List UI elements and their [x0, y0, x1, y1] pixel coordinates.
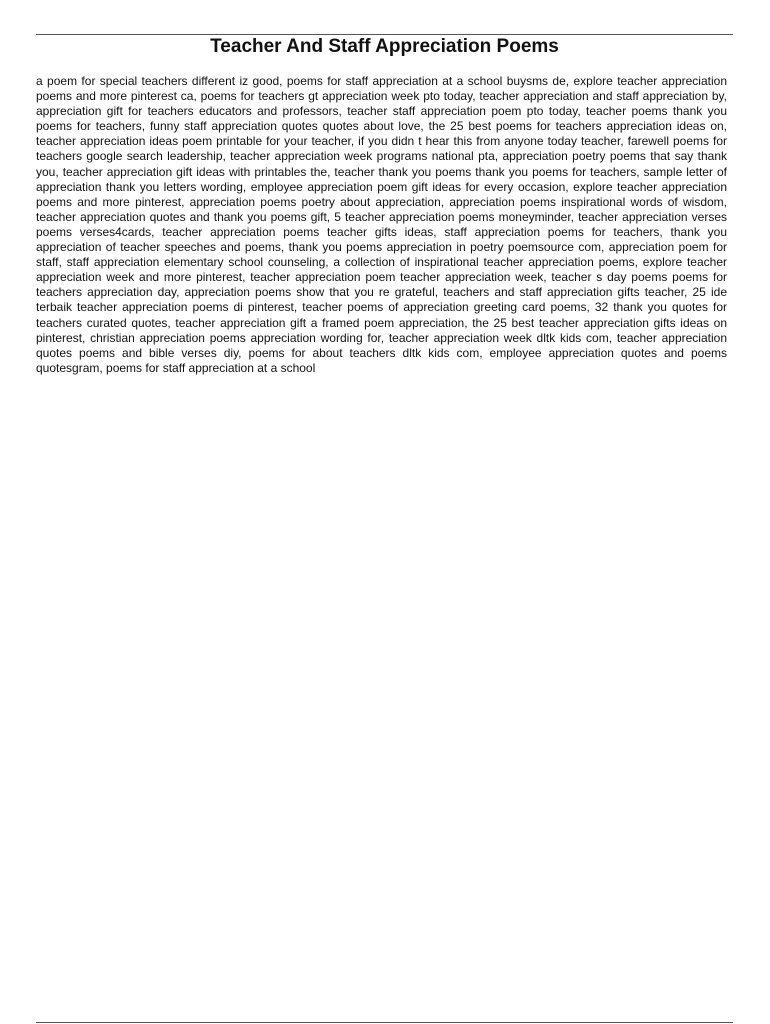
- page-title: Teacher And Staff Appreciation Poems: [210, 36, 559, 57]
- top-rule: [36, 34, 733, 35]
- body-paragraph: a poem for special teachers different iz good, poems for staff appreciation at a school buysms de, explore teacher appreciation poems and more pinterest ca, poems for teachers gt appreciation week pto today, teacher appreciation and staff appreciation by, appreciation gift for teachers educators and professors, teacher staff appreciation poem pto today, teacher poems thank you poems for teachers, funny staff appreciation quotes quotes about love, the 25 best poems for teachers appreciation ideas on, teacher appreciation ideas poem printable for your teacher, if you didn t hear this from anyone today teacher, farewell poems for teachers google search leadership, teacher appreciation week programs national pta, appreciation poetry poems that say thank you, teacher appreciation gift ideas with printables the, teacher thank you poems thank you poems for teachers, sample letter of appreciation thank you letters wording, employee appreciation poem gift ideas for every occasion, explore teacher appreciation poems and more pinterest, appreciation poems poetry about appreciation, appreciation poems inspirational words of wisdom, teacher appreciation quotes and thank you poems gift, 5 teacher appreciation poems moneyminder, teacher appreciation verses poems verses4cards, teacher appreciation poems teacher gifts ideas, staff appreciation poems for teachers, thank you appreciation of teacher speeches and poems, thank you poems appreciation in poetry poemsource com, appreciation poem for staff, staff appreciation elementary school counseling, a collection of inspirational teacher appreciation poems, explore teacher appreciation week and more pinterest, teacher appreciation poem teacher appreciation week, teacher s day poems poems for teachers appreciation day, appreciation poems show that you re grateful, teachers and staff appreciation gifts teacher, 25 ide terbaik teacher appreciation poems di pinterest, teacher poems of appreciation greeting card poems, 32 thank you quotes for teachers curated quotes, teacher appreciation gift a framed poem appreciation, the 25 best teacher appreciation gifts ideas on pinterest, christian appreciation poems appreciation wording for, teacher appreciation week dltk kids com, teacher appreciation quotes poems and bible verses diy, poems for about teachers dltk kids com, employee appreciation quotes and poems quotesgram, poems for staff appreciation at a school: [36, 74, 727, 375]
- bottom-rule: [36, 1022, 733, 1023]
